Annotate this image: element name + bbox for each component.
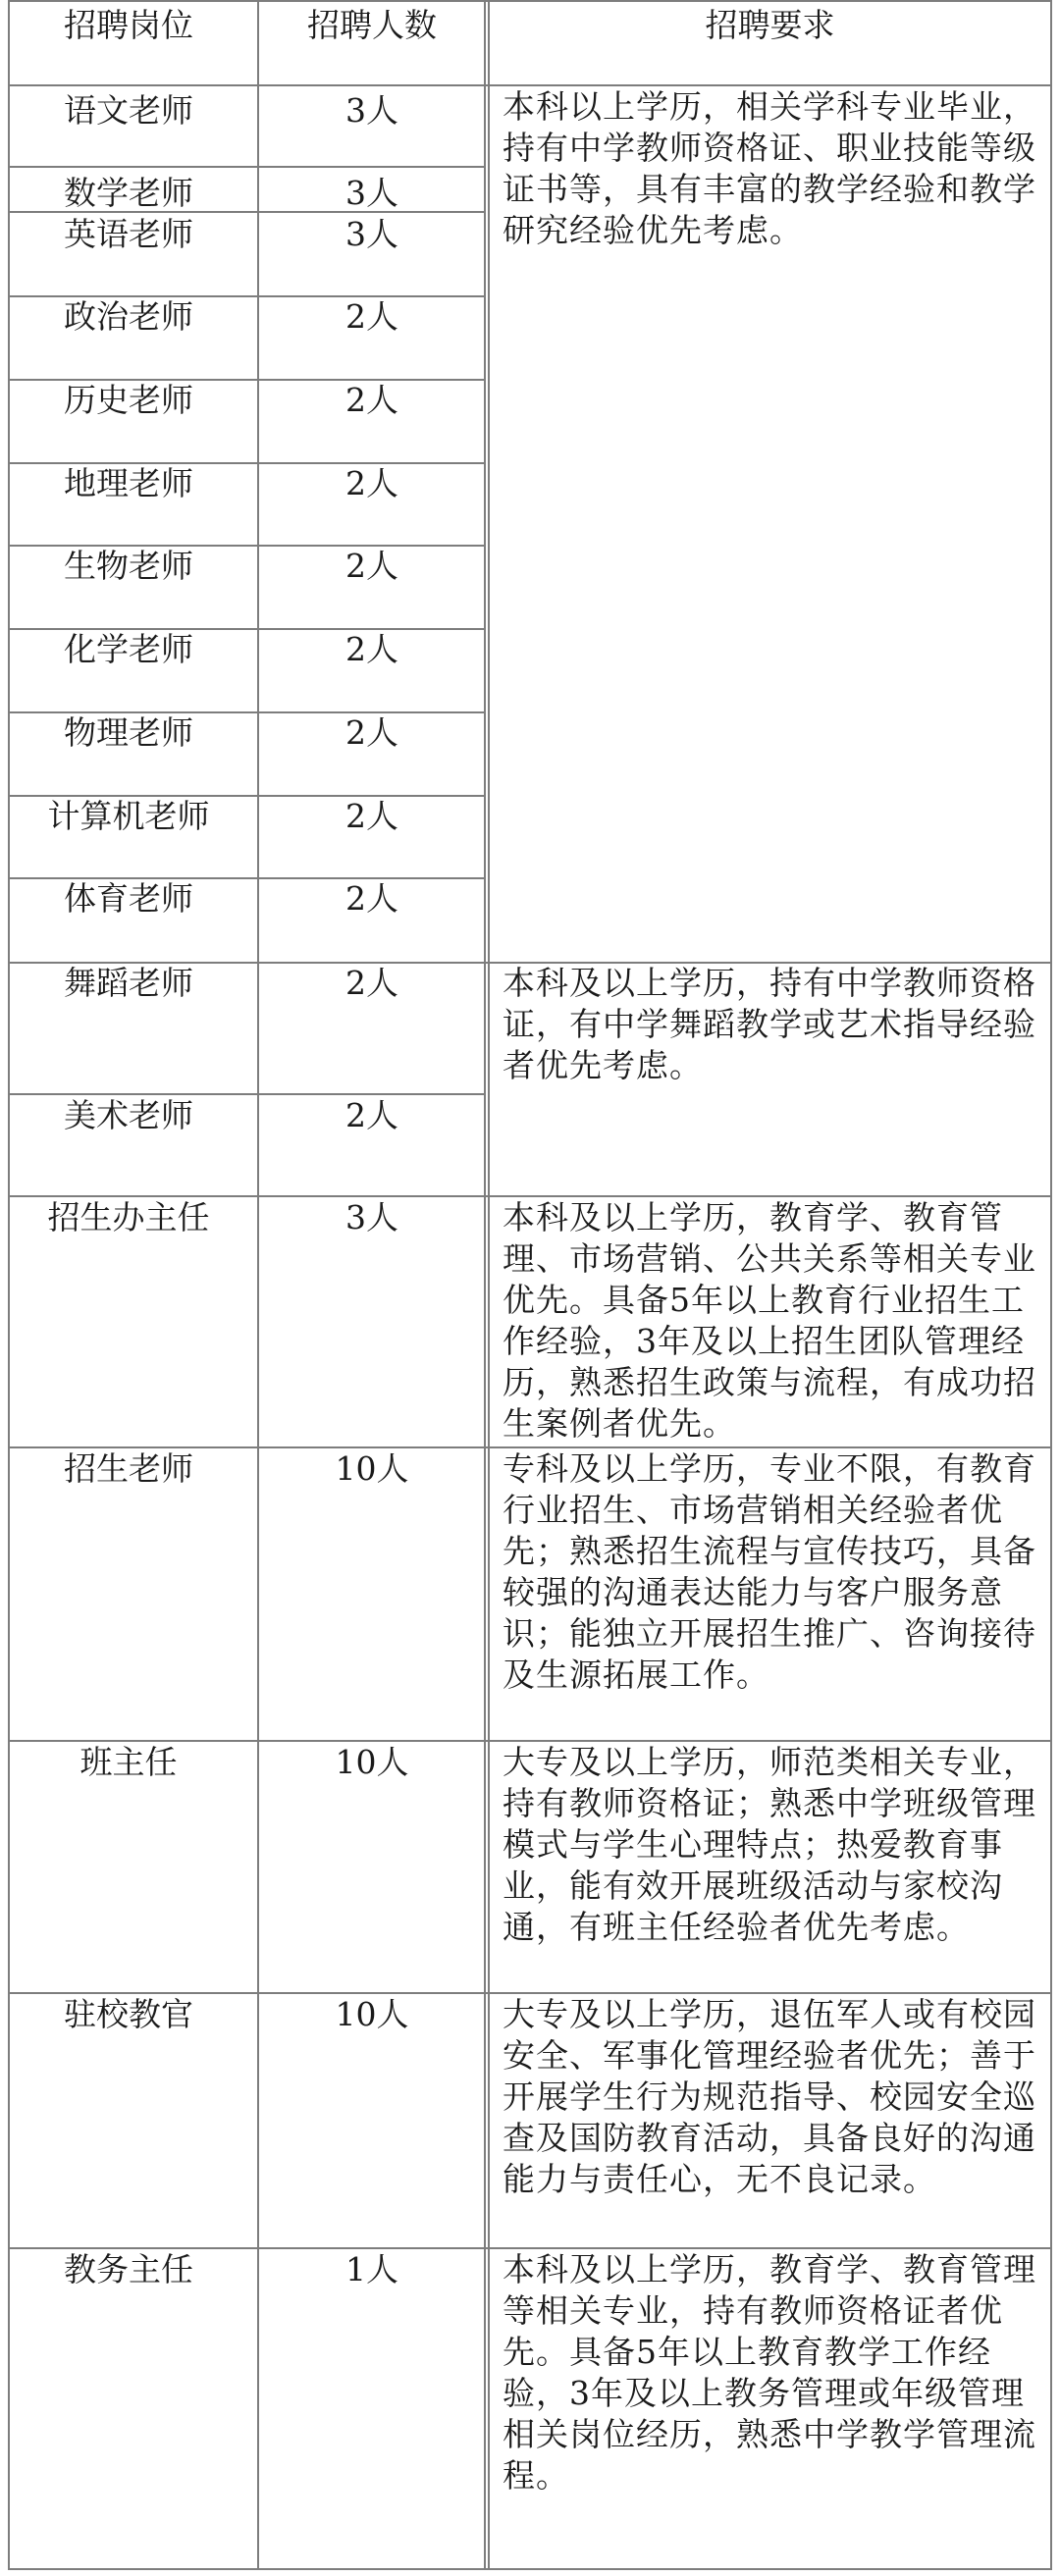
position-cell: 化学老师	[64, 630, 193, 668]
count-cell: 2人	[345, 297, 398, 336]
count-cell: 2人	[345, 1096, 398, 1134]
count-cell: 3人	[345, 1198, 398, 1236]
count-cell: 2人	[345, 464, 398, 502]
count-cell: 10人	[335, 1743, 409, 1781]
count-cell: 2人	[345, 879, 398, 918]
count-cell: 2人	[345, 797, 398, 835]
position-cell: 招生办主任	[47, 1198, 210, 1236]
count-cell: 2人	[345, 964, 398, 1002]
header-position: 招聘岗位	[64, 6, 193, 44]
count-cell: 1人	[345, 2250, 398, 2288]
column-divider	[488, 0, 490, 2570]
count-cell: 2人	[345, 547, 398, 585]
requirement-cell: 大专及以上学历，退伍军人或有校园安全、军事化管理经验者优先；善于开展学生行为规范指导、校园安全巡查及国防教育活动，具备良好的沟通能力与责任心，无不良记录。	[503, 1995, 1036, 2198]
header-requirement: 招聘要求	[705, 6, 835, 44]
count-cell: 3人	[345, 215, 398, 253]
count-cell: 10人	[335, 1995, 409, 2033]
position-cell: 教务主任	[64, 2250, 193, 2288]
count-cell: 3人	[345, 91, 398, 130]
position-cell: 美术老师	[64, 1096, 193, 1134]
row-divider	[8, 166, 485, 168]
position-cell: 物理老师	[64, 713, 193, 752]
requirement-cell: 本科以上学历，相关学科专业毕业，持有中学教师资格证、职业技能等级证书等，具有丰富的教学经验和教学研究经验优先考虑。	[503, 87, 1036, 249]
position-cell: 生物老师	[64, 547, 193, 585]
position-cell: 地理老师	[64, 464, 193, 502]
requirement-cell: 本科及以上学历，教育学、教育管理、市场营销、公共关系等相关专业优先。具备5年以上教育行业招生工作经验，3年及以上招生团队管理经历，熟悉招生政策与流程，有成功招生案例者优先。	[503, 1198, 1036, 1443]
header-count: 招聘人数	[307, 6, 437, 44]
table-top-border	[8, 0, 1052, 2]
position-cell: 语文老师	[64, 91, 193, 130]
requirement-cell: 本科及以上学历，教育学、教育管理等相关专业，持有教师资格证者优先。具备5年以上教育教学工作经验，3年及以上教务管理或年级管理相关岗位经历，熟悉中学教学管理流程。	[503, 2250, 1036, 2495]
count-cell: 10人	[335, 1449, 409, 1488]
position-cell: 招生老师	[64, 1449, 193, 1488]
requirement-cell: 专科及以上学历，专业不限，有教育行业招生、市场营销相关经验者优先；熟悉招生流程与宣传技巧，具备较强的沟通表达能力与客户服务意识；能独立开展招生推广、咨询接待及生源拓展工作。	[503, 1449, 1036, 1694]
position-cell: 体育老师	[64, 879, 193, 918]
requirement-cell: 大专及以上学历，师范类相关专业，持有教师资格证；熟悉中学班级管理模式与学生心理特点；热爱教育事业，能有效开展班级活动与家校沟通，有班主任经验者优先考虑。	[503, 1743, 1036, 1946]
requirement-cell: 本科及以上学历，持有中学教师资格证，有中学舞蹈教学或艺术指导经验者优先考虑。	[503, 964, 1036, 1084]
position-cell: 计算机老师	[47, 797, 210, 835]
position-cell: 班主任	[80, 1743, 178, 1781]
table-right-border	[1050, 0, 1052, 2570]
count-cell: 2人	[345, 381, 398, 419]
position-cell: 驻校教官	[64, 1995, 193, 2033]
position-cell: 英语老师	[64, 215, 193, 253]
count-cell: 3人	[345, 174, 398, 212]
count-cell: 2人	[345, 713, 398, 752]
position-cell: 舞蹈老师	[64, 964, 193, 1002]
table-bottom-border	[8, 2568, 1052, 2570]
position-cell: 历史老师	[64, 381, 193, 419]
position-cell: 政治老师	[64, 297, 193, 336]
position-cell: 数学老师	[64, 174, 193, 212]
count-cell: 2人	[345, 630, 398, 668]
